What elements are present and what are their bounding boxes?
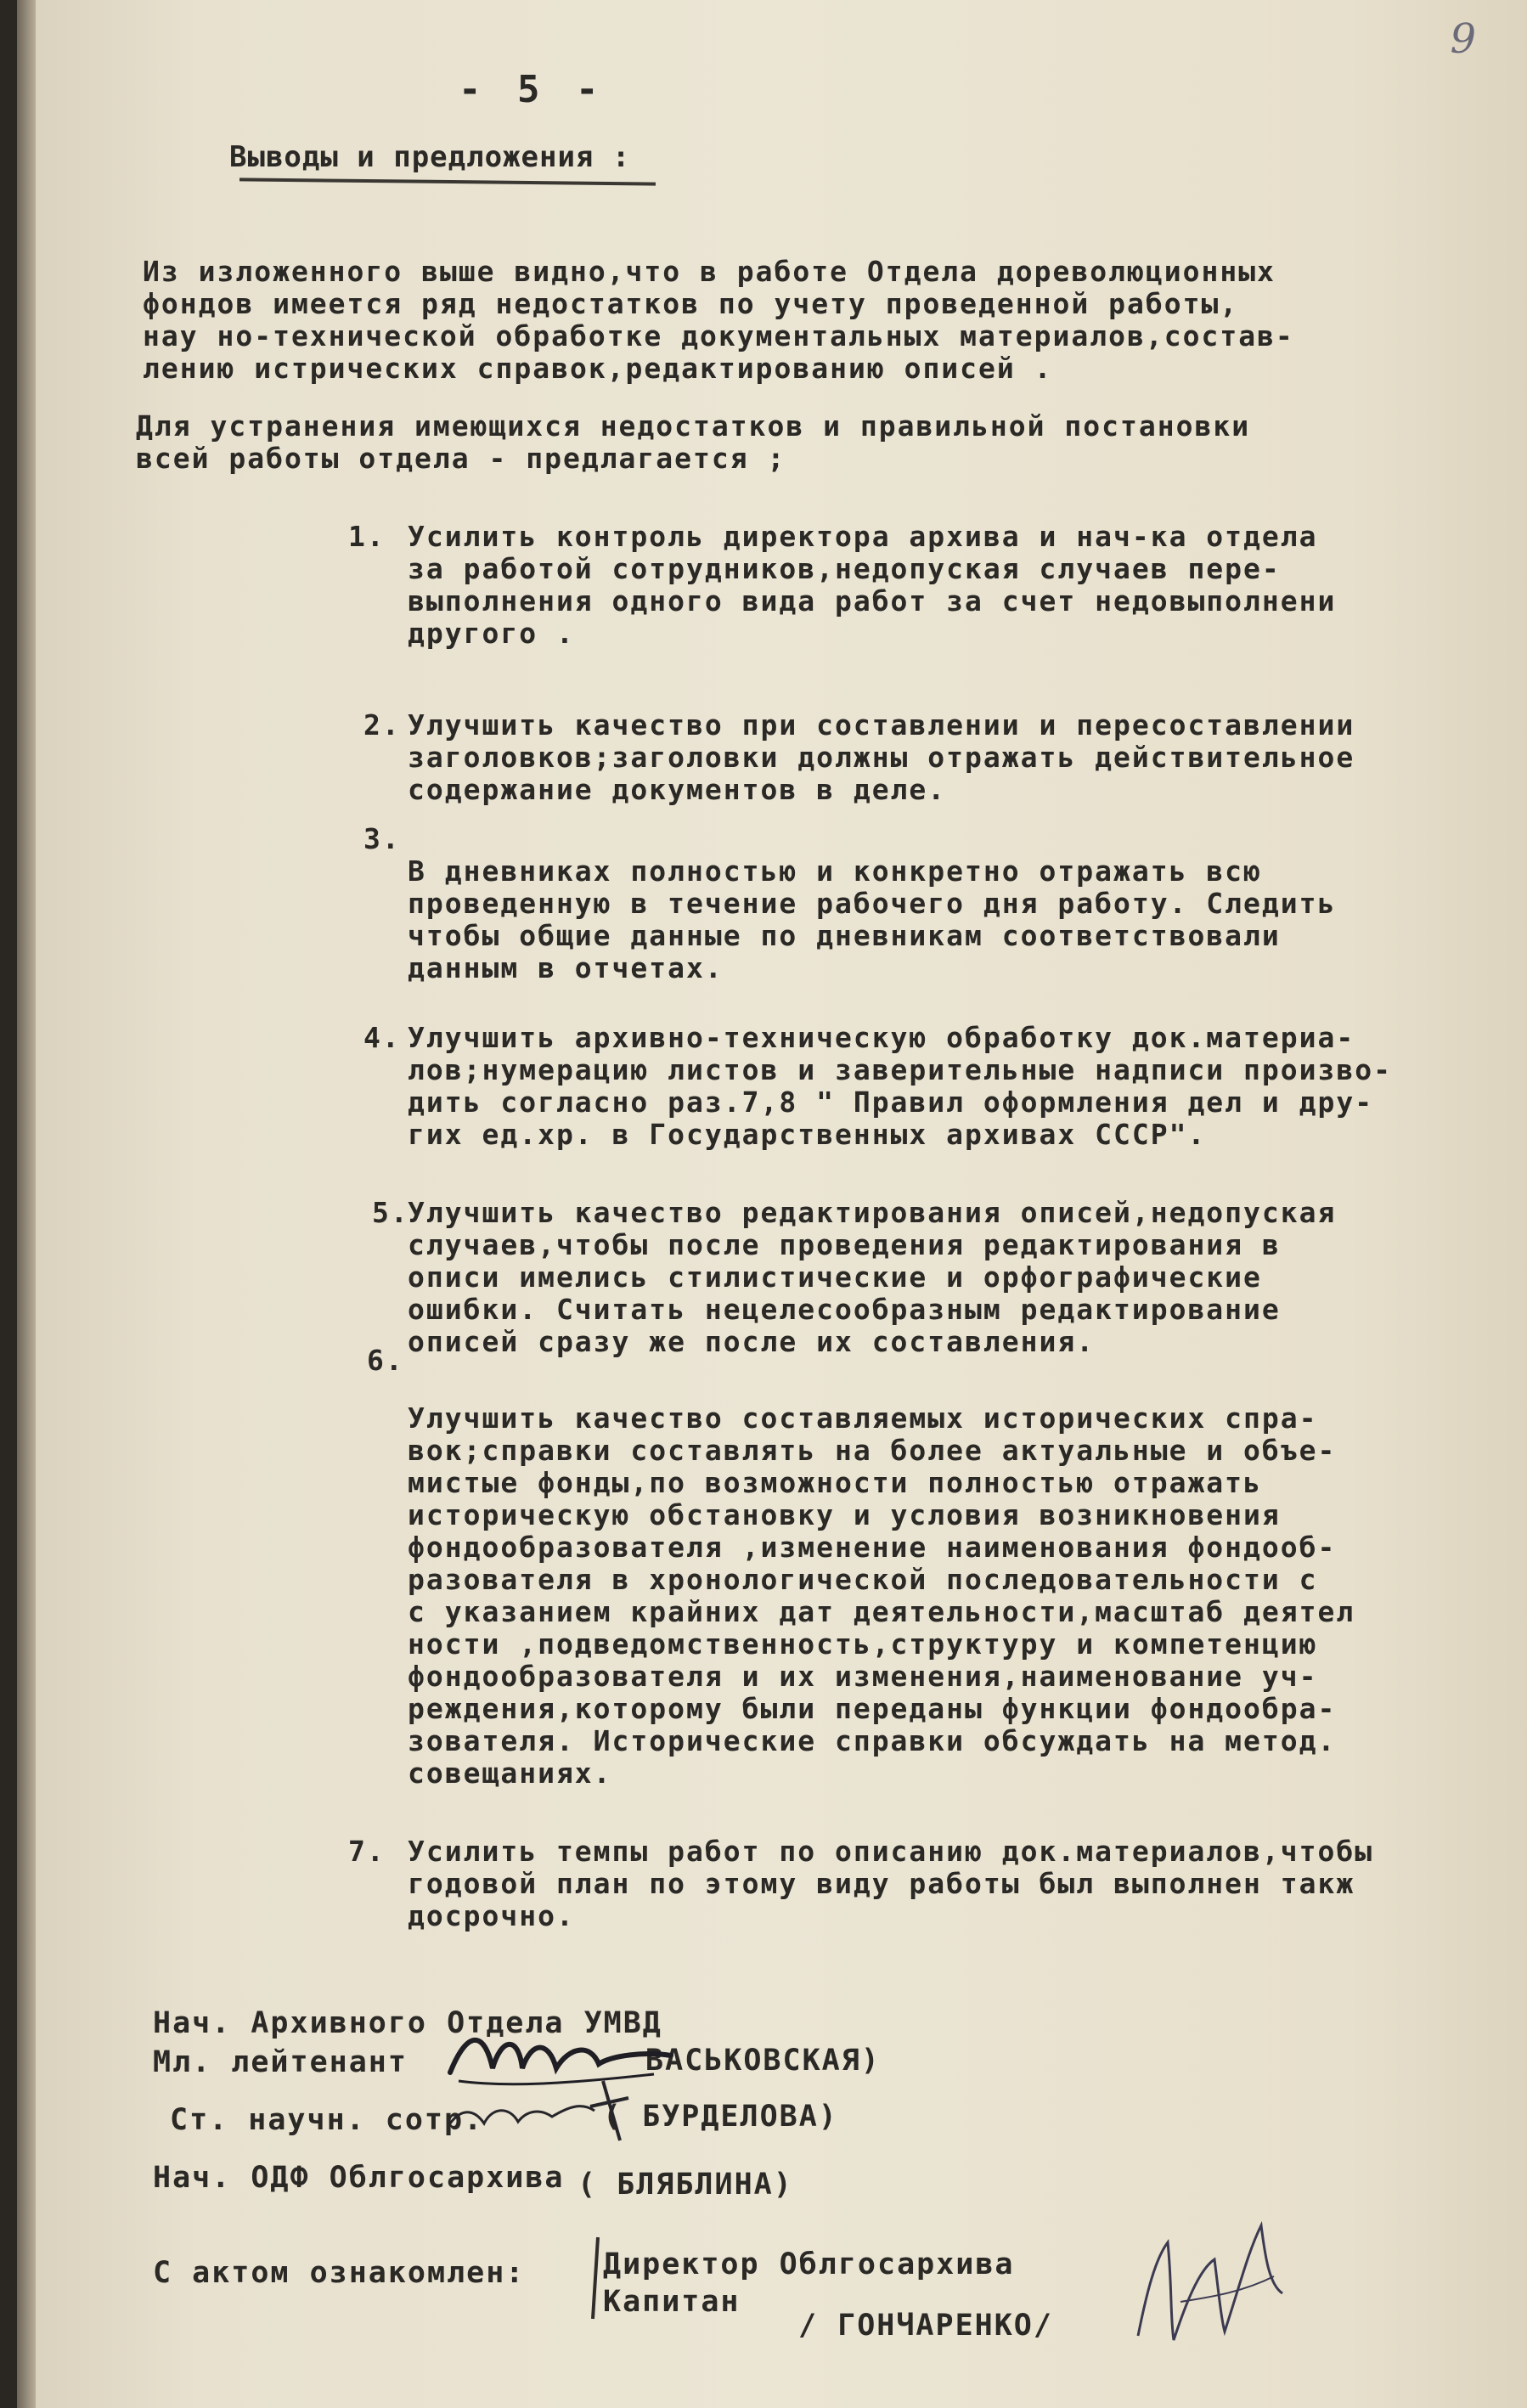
- document-page: [17, 0, 1527, 2408]
- item-line: вок;справки составлять на более актуальные и объе-: [408, 1434, 1337, 1467]
- page-binding-edge: [17, 0, 36, 2408]
- item-line: Улучшить качество при составлении и пересоставлении: [408, 708, 1355, 742]
- item-line: историческую обстановку и условия возникновения: [408, 1498, 1281, 1531]
- item-line: Усилить контроль директора архива и нач-ка отдела: [408, 520, 1318, 553]
- item-number: 6.: [367, 1344, 404, 1377]
- item-line: заголовков;заголовки должны отражать действительное: [408, 741, 1355, 774]
- item-line: годовой план по этому виду работы был выполнен такж: [408, 1867, 1355, 1900]
- item-line: Улучшить качество редактирования описей,недопуская: [408, 1196, 1337, 1229]
- signature-goncharenko: [1121, 2191, 1299, 2361]
- item-line: чтобы общие данные по дневникам соответствовали: [408, 919, 1281, 952]
- item-line: мистые фонды,по возможности полностью отражать: [408, 1466, 1262, 1499]
- item-number: 1.: [348, 520, 386, 553]
- intro-line: нау но-технической обработке документальных материалов,состав-: [143, 319, 1294, 352]
- item-line: данным в отчетах.: [408, 951, 724, 984]
- signatory-title: Нач. ОДФ Облгосархива: [153, 2161, 565, 2195]
- proposal-line: всей работы отдела - предлагается ;: [136, 442, 786, 475]
- acknowledgement-name: / ГОНЧАРЕНКО/: [798, 2309, 1053, 2343]
- item-number: 3.: [363, 822, 401, 855]
- intro-line: фондов имеется ряд недостатков по учету проведенной работы,: [143, 287, 1239, 320]
- archive-page-stamp: 9: [1450, 15, 1476, 63]
- item-number: 2.: [363, 708, 401, 742]
- item-number: 7.: [348, 1835, 386, 1868]
- section-heading: Выводы и предложения :: [229, 140, 631, 174]
- item-number: 4.: [363, 1021, 401, 1054]
- item-line: с указанием крайних дат деятельности,масштаб деятел: [408, 1595, 1355, 1628]
- item-line: выполнения одного вида работ за счет недовыполнени: [408, 584, 1337, 618]
- item-line: случаев,чтобы после проведения редактирования в: [408, 1228, 1281, 1261]
- signatory-title: Нач. Архивного Отдела УМВД: [153, 2006, 662, 2040]
- item-line: Улучшить архивно-техническую обработку док.материа-: [408, 1021, 1355, 1054]
- item-line: лов;нумерацию листов и заверительные надписи произво-: [408, 1053, 1392, 1086]
- item-line: Улучшить качество составляемых исторических спра-: [408, 1401, 1318, 1435]
- item-line: гих ед.хр. в Государственных архивах СССР".: [408, 1118, 1207, 1151]
- page-number: - 5 -: [459, 68, 606, 111]
- acknowledgement-title: Директор Облгосархива: [603, 2247, 1015, 2281]
- item-line: досрочно.: [408, 1899, 575, 1932]
- item-number: 5.: [372, 1196, 409, 1229]
- item-line: содержание документов в деле.: [408, 773, 947, 806]
- signatory-rank: Мл. лейтенант: [153, 2045, 408, 2079]
- intro-line: лению истрических справок,редактированию описей .: [143, 352, 1053, 385]
- heading-underline: [239, 178, 656, 185]
- signatory-name: ( БУРДЕЛОВА): [603, 2100, 838, 2134]
- signatory-name: ВАСЬКОВСКАЯ): [645, 2044, 881, 2078]
- item-line: проведенную в течение рабочего дня работу. Следить: [408, 887, 1337, 920]
- item-line: зователя. Исторические справки обсуждать на метод.: [408, 1724, 1337, 1757]
- signature-burdelova: [442, 2072, 645, 2149]
- item-line: описей сразу же после их составления.: [408, 1325, 1096, 1358]
- item-line: дить согласно раз.7,8 " Правил оформления дел и дру-: [408, 1086, 1374, 1119]
- item-line: Усилить темпы работ по описанию док.материалов,чтобы: [408, 1835, 1374, 1868]
- acknowledgement-label: С актом ознакомлен:: [153, 2256, 526, 2290]
- item-line: разователя в хронологической последовательности с: [408, 1563, 1318, 1596]
- signatory-title: Ст. научн. сотр.: [170, 2103, 484, 2137]
- acknowledgement-rank: Капитан: [603, 2285, 741, 2319]
- item-line: фондообразователя ,изменение наименования фондооб-: [408, 1531, 1337, 1564]
- item-line: фондообразователя и их изменения,наименование уч-: [408, 1660, 1318, 1693]
- item-line: описи имелись стилистические и орфографические: [408, 1260, 1262, 1294]
- bracket-mark: [586, 2234, 603, 2327]
- item-line: ности ,подведомственность,структуру и компетенцию: [408, 1627, 1318, 1661]
- item-line: другого .: [408, 617, 575, 650]
- item-line: В дневниках полностью и конкретно отражать всю: [408, 854, 1262, 888]
- item-line: ошибки. Считать нецелесообразным редактирование: [408, 1293, 1281, 1326]
- item-line: реждения,которому были переданы функции фондообра-: [408, 1692, 1337, 1725]
- proposal-line: Для устранения имеющихся недостатков и правильной постановки: [136, 409, 1251, 443]
- intro-line: Из изложенного выше видно,что в работе Отдела дореволюционных: [143, 255, 1276, 288]
- signatory-name: ( БЛЯБЛИНА): [578, 2168, 793, 2202]
- item-line: за работой сотрудников,недопуская случаев пере-: [408, 552, 1281, 585]
- item-line: совещаниях.: [408, 1757, 612, 1790]
